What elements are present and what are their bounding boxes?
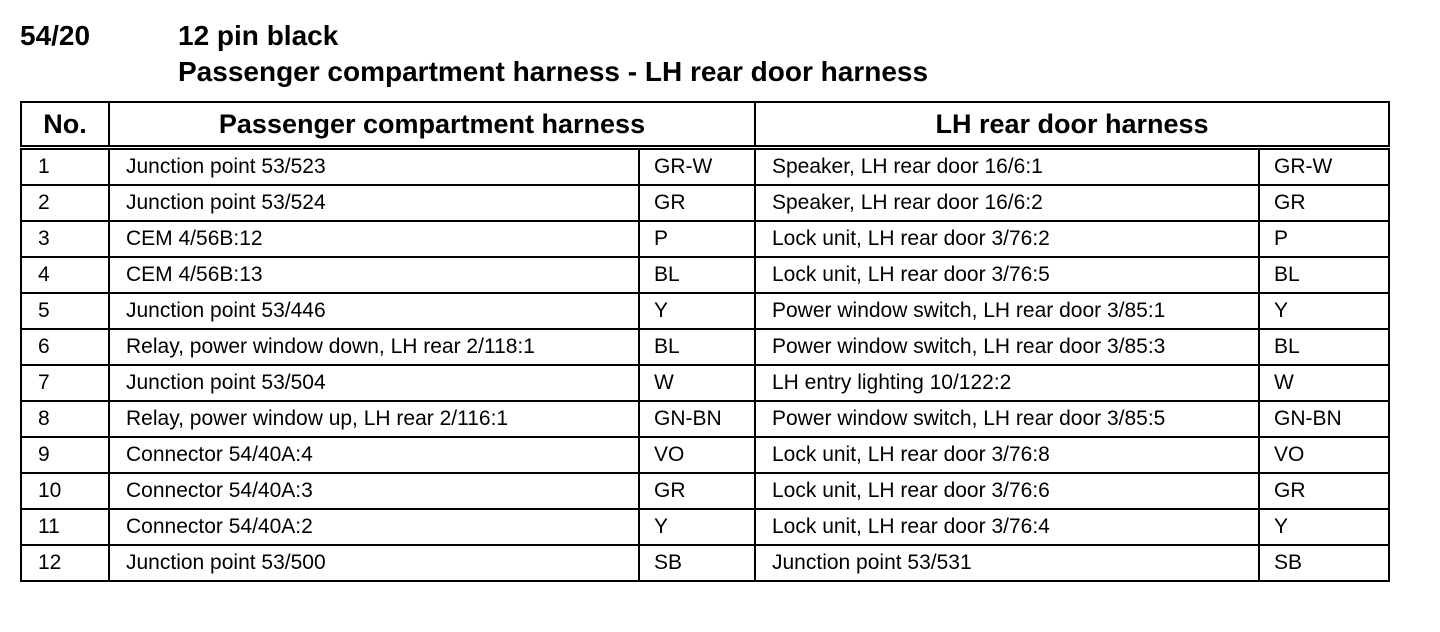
passenger-harness-wire-color: GR [639, 185, 755, 221]
passenger-harness-wire-color: BL [639, 257, 755, 293]
pin-number: 5 [21, 293, 109, 329]
pin-number: 7 [21, 365, 109, 401]
table-row [21, 148, 1389, 186]
door-harness-wire-color: Y [1259, 509, 1389, 545]
pin-number: 8 [21, 401, 109, 437]
passenger-harness-wire-color: VO [639, 437, 755, 473]
door-harness-connection: Lock unit, LH rear door 3/76:6 [755, 473, 1259, 509]
door-harness-wire-color: GN-BN [1259, 401, 1389, 437]
passenger-harness-connection: Relay, power window up, LH rear 2/116:1 [109, 401, 639, 437]
connector-type: 12 pin black [178, 20, 339, 51]
passenger-harness-connection: Connector 54/40A:3 [109, 473, 639, 509]
pin-number: 4 [21, 257, 109, 293]
passenger-harness-wire-color: Y [639, 509, 755, 545]
door-harness-connection: Speaker, LH rear door 16/6:1 [755, 148, 1259, 186]
table-row [21, 221, 1389, 257]
door-harness-wire-color: W [1259, 365, 1389, 401]
pin-number: 6 [21, 329, 109, 365]
table-row [21, 437, 1389, 473]
passenger-harness-connection: Connector 54/40A:2 [109, 509, 639, 545]
passenger-harness-wire-color: SB [639, 545, 755, 581]
table-row [21, 293, 1389, 329]
passenger-harness-wire-color: GR [639, 473, 755, 509]
door-harness-connection: Lock unit, LH rear door 3/76:2 [755, 221, 1259, 257]
column-header-passenger-harness: Passenger compartment harness [109, 102, 755, 148]
passenger-harness-connection: CEM 4/56B:13 [109, 257, 639, 293]
pin-number: 2 [21, 185, 109, 221]
passenger-harness-wire-color: GN-BN [639, 401, 755, 437]
passenger-harness-connection: Junction point 53/524 [109, 185, 639, 221]
passenger-harness-connection: CEM 4/56B:12 [109, 221, 639, 257]
door-harness-connection: Lock unit, LH rear door 3/76:4 [755, 509, 1259, 545]
passenger-harness-wire-color: GR-W [639, 148, 755, 186]
passenger-harness-wire-color: Y [639, 293, 755, 329]
table-row [21, 365, 1389, 401]
passenger-harness-wire-color: W [639, 365, 755, 401]
pin-number: 10 [21, 473, 109, 509]
table-row [21, 401, 1389, 437]
table-row [21, 473, 1389, 509]
pin-number: 11 [21, 509, 109, 545]
door-harness-wire-color: VO [1259, 437, 1389, 473]
passenger-harness-connection: Connector 54/40A:4 [109, 437, 639, 473]
heading-subtitle: Passenger compartment harness - LH rear door harness [178, 56, 929, 87]
table-header-row [21, 102, 1389, 148]
document-heading [20, 18, 928, 90]
door-harness-connection: Lock unit, LH rear door 3/76:5 [755, 257, 1259, 293]
passenger-harness-connection: Junction point 53/504 [109, 365, 639, 401]
table-row [21, 185, 1389, 221]
door-harness-connection: Lock unit, LH rear door 3/76:8 [755, 437, 1259, 473]
passenger-harness-connection: Junction point 53/446 [109, 293, 639, 329]
column-header-door-harness: LH rear door harness [755, 102, 1389, 148]
door-harness-wire-color: GR [1259, 473, 1389, 509]
passenger-harness-connection: Junction point 53/500 [109, 545, 639, 581]
door-harness-connection: Speaker, LH rear door 16/6:2 [755, 185, 1259, 221]
table-row [21, 257, 1389, 293]
door-harness-wire-color: GR-W [1259, 148, 1389, 186]
door-harness-wire-color: SB [1259, 545, 1389, 581]
pin-number: 12 [21, 545, 109, 581]
door-harness-connection: LH entry lighting 10/122:2 [755, 365, 1259, 401]
door-harness-wire-color: GR [1259, 185, 1389, 221]
connector-code: 54/20 [20, 20, 91, 51]
door-harness-wire-color: BL [1259, 329, 1389, 365]
door-harness-connection: Power window switch, LH rear door 3/85:1 [755, 293, 1259, 329]
table-row [21, 545, 1389, 581]
table-body [21, 148, 1389, 582]
passenger-harness-wire-color: P [639, 221, 755, 257]
table-row [21, 509, 1389, 545]
table-row [21, 329, 1389, 365]
pin-number: 9 [21, 437, 109, 473]
passenger-harness-wire-color: BL [639, 329, 755, 365]
pin-number: 3 [21, 221, 109, 257]
column-header-no: No. [21, 102, 109, 148]
door-harness-wire-color: P [1259, 221, 1389, 257]
door-harness-wire-color: Y [1259, 293, 1389, 329]
passenger-harness-connection: Relay, power window down, LH rear 2/118:1 [109, 329, 639, 365]
door-harness-wire-color: BL [1259, 257, 1389, 293]
door-harness-connection: Power window switch, LH rear door 3/85:5 [755, 401, 1259, 437]
pin-number: 1 [21, 148, 109, 186]
door-harness-connection: Junction point 53/531 [755, 545, 1259, 581]
pin-assignment-table [20, 101, 1390, 582]
heading-line-1 [20, 18, 928, 54]
passenger-harness-connection: Junction point 53/523 [109, 148, 639, 186]
door-harness-connection: Power window switch, LH rear door 3/85:3 [755, 329, 1259, 365]
